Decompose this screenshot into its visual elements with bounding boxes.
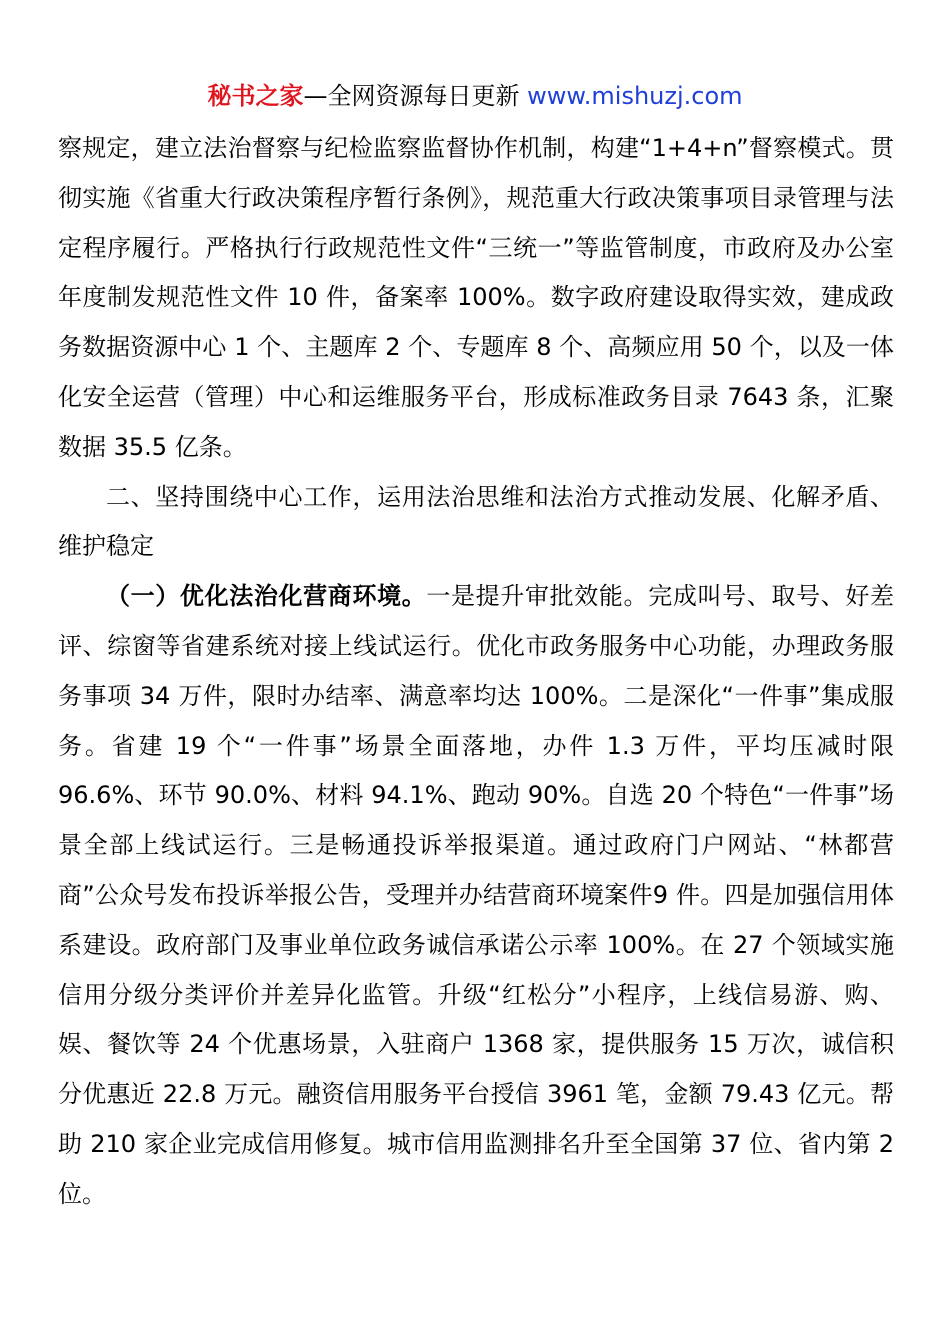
site-url-link[interactable]: www.mishuzj.com: [527, 82, 743, 110]
paragraph-1: 察规定，建立法治督察与纪检监察监督协作机制，构建“1+4+n”督察模式。贯彻实施《省重大行政决策程序暂行条例》，规范重大行政决策事项目录管理与法定程序履行。严格执行行政规范性文件“三统一”等监管制度，市政府及办公室年度制发规范性文件 10 件，备案率 100%。数字政府建设取得实效，建成政务数据资源中心 1 个、主题库 2 个、专题库 8 个、高频应用 50 个，以及一体化安全运营（管理）中心和运维服务平台，形成标准政务目录 7643 条，汇聚数据 35.5 亿条。: [58, 134, 894, 461]
subsection-heading-1: （一）优化法治化营商环境。: [106, 582, 427, 611]
header-tagline: —全网资源每日更新: [303, 82, 528, 110]
site-header: [0, 78, 950, 114]
brand-name: 秘书之家: [207, 82, 304, 110]
paragraph-3-text: 一是提升审批效能。完成叫号、取号、好差评、综窗等省建系统对接上线试运行。优化市政务服务中心功能，办理政务服务事项 34 万件，限时办结率、满意率均达 100%。二是深化“一件事”集成服务。省建 19 个“一件事”场景全面落地，办件 1.3 万件，平均压减时限 96.6%、环节 90.0%、材料 94.1%、跑动 90%。自选 20 个特色“一件事”场景全部上线试运行。三是畅通投诉举报渠道。通过政府门户网站、“林都营商”公众号发布投诉举报公告，受理并办结营商环境案件9 件。四是加强信用体系建设。政府部门及事业单位政务诚信承诺公示率 100%。在 27 个领域实施信用分级分类评价并差异化监管。升级“红松分”小程序，上线信易游、购、娱、餐饮等 24 个优惠场景，入驻商户 1368 家，提供服务 15 万次，诚信积分优惠近 22.8 万元。融资信用服务平台授信 3961 笔，金额 79.43 亿元。帮助 210 家企业完成信用修复。城市信用监测排名升至全国第 37 位、省内第 2 位。: [58, 582, 895, 1208]
section-heading-2: 二、坚持围绕中心工作，运用法治思维和法治方式推动发展、化解矛盾、维护稳定: [58, 482, 894, 561]
paragraph-3: [58, 572, 894, 1219]
document-body: [58, 124, 894, 1220]
